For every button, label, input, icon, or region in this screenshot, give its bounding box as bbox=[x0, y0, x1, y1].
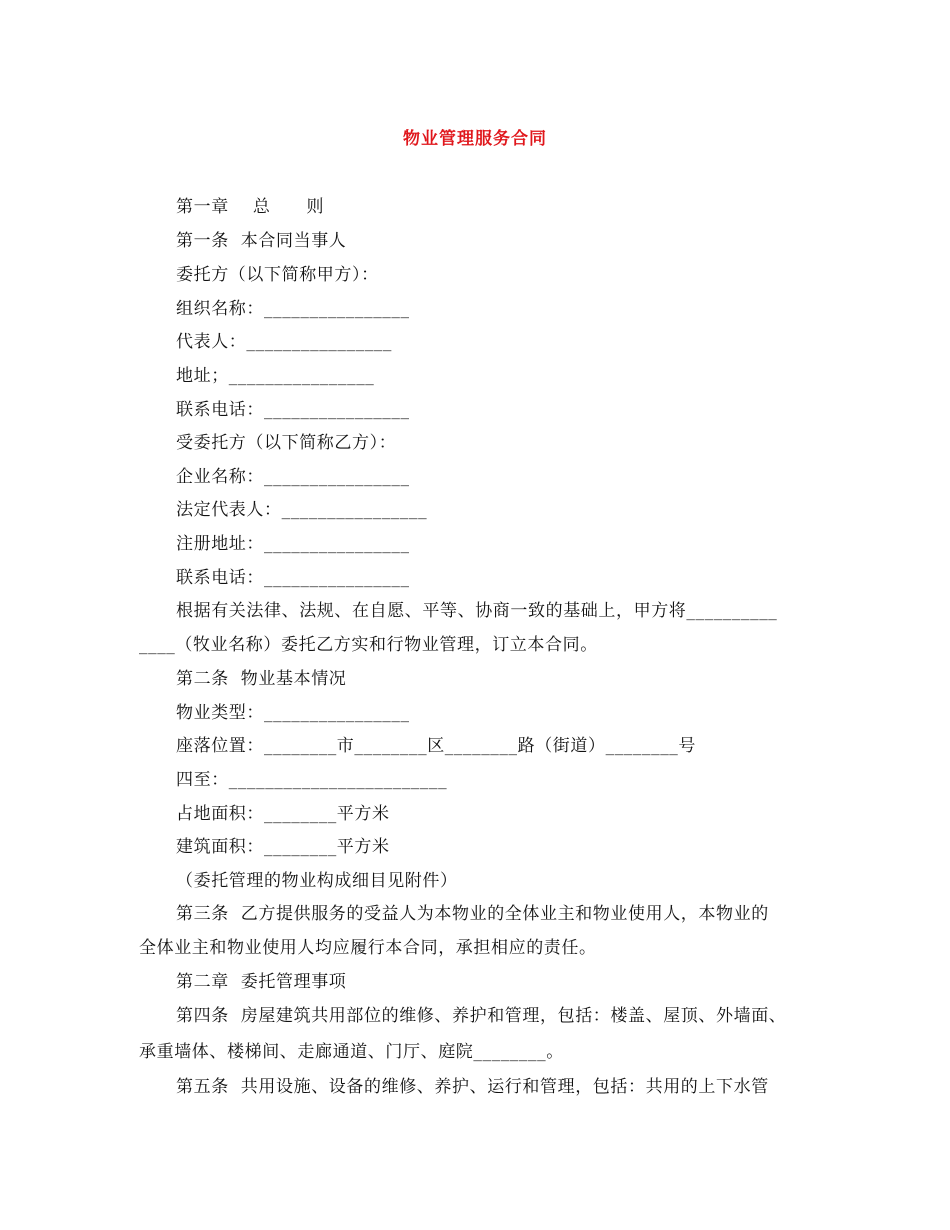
contract-line: 第四条 房屋建筑共用部位的维修、养护和管理，包括：楼盖、屋顶、外墙面、 bbox=[176, 1006, 787, 1026]
contract-line: 座落位置：________市________区________路（街道）________号 bbox=[176, 736, 696, 756]
paragraph-continuation: ____（牧业名称）委托乙方实和行物业管理，订立本合同。 bbox=[139, 635, 598, 655]
document-title: 物业管理服务合同 bbox=[403, 129, 547, 149]
contract-line: 企业名称：________________ bbox=[176, 467, 410, 487]
contract-line: 第二条 物业基本情况 bbox=[176, 669, 347, 689]
contract-line: 物业类型：________________ bbox=[176, 703, 410, 723]
contract-line: 建筑面积：________平方米 bbox=[176, 837, 390, 857]
paragraph-continuation: 承重墙体、楼梯间、走廊通道、门厅、庭院________。 bbox=[139, 1042, 564, 1062]
contract-line: 第一条 本合同当事人 bbox=[176, 231, 347, 251]
contract-line: 第五条 共用设施、设备的维修、养护、运行和管理，包括：共用的上下水管 bbox=[176, 1077, 769, 1097]
contract-line: 四至：________________________ bbox=[176, 770, 448, 790]
contract-line: 地址；________________ bbox=[176, 366, 375, 386]
contract-line: 占地面积：________平方米 bbox=[176, 804, 390, 824]
contract-line: 第二章 委托管理事项 bbox=[176, 972, 347, 992]
contract-line: 第三条 乙方提供服务的受益人为本物业的全体业主和物业使用人，本物业的 bbox=[176, 904, 769, 924]
contract-line: （委托管理的物业构成细目见附件） bbox=[176, 871, 458, 891]
contract-line: 受委托方（以下简称乙方）： bbox=[176, 433, 397, 453]
contract-line: 法定代表人：________________ bbox=[176, 500, 428, 520]
contract-line: 代表人：________________ bbox=[176, 332, 392, 352]
contract-line: 委托方（以下简称甲方）： bbox=[176, 265, 379, 285]
contract-line: 注册地址：________________ bbox=[176, 534, 410, 554]
contract-line: 根据有关法律、法规、在自愿、平等、协商一致的基础上，甲方将__________ bbox=[176, 601, 778, 621]
contract-line: 联系电话：________________ bbox=[176, 400, 410, 420]
contract-line: 组织名称：________________ bbox=[176, 299, 410, 319]
paragraph-continuation: 全体业主和物业使用人均应履行本合同，承担相应的责任。 bbox=[139, 938, 597, 958]
contract-line: 联系电话：________________ bbox=[176, 568, 410, 588]
contract-line: 第一章 总 则 bbox=[176, 197, 325, 217]
